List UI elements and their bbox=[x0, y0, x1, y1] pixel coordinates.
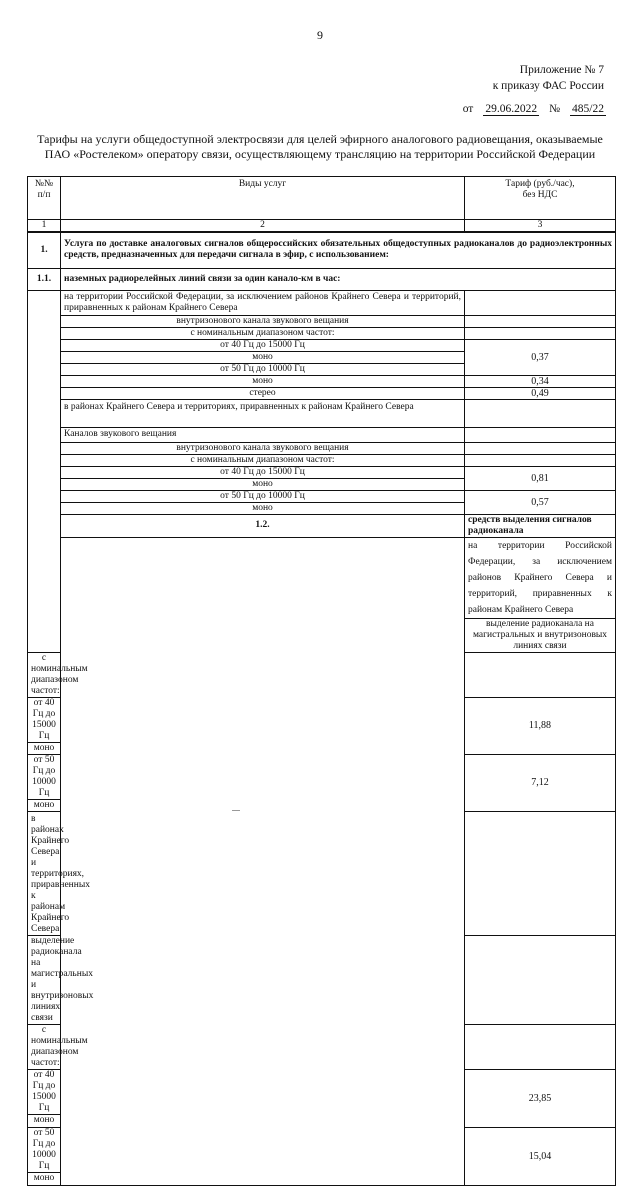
empty-tariff-cell bbox=[465, 427, 616, 442]
mode-mono: моно bbox=[28, 1114, 61, 1127]
empty-tariff-cell bbox=[465, 399, 616, 427]
mode-mono: моно bbox=[61, 502, 465, 514]
empty-tariff-cell bbox=[465, 315, 616, 327]
empty-tariff-cell bbox=[465, 652, 616, 697]
region-normal-text: на территории Российской Федерации, за исключением районов Крайнего Севера и территорий, приравненных к районам Крайнего Севера bbox=[465, 537, 616, 618]
header-num: №№ п/п bbox=[28, 177, 61, 220]
mode-mono: моно bbox=[28, 1172, 61, 1185]
appendix-title: Приложение № 7 bbox=[519, 64, 604, 76]
table-row bbox=[28, 442, 616, 454]
subsection-1-2-text: средств выделения сигналов радиоканала bbox=[465, 514, 616, 537]
header-tariff: Тариф (руб./час), без НДС bbox=[465, 177, 616, 220]
tariff-value: 15,04 bbox=[465, 1127, 616, 1185]
column-number-row bbox=[28, 220, 616, 233]
order-date: 29.06.2022 bbox=[485, 103, 538, 115]
table-row bbox=[28, 327, 616, 339]
section-1-number: 1. bbox=[28, 232, 61, 268]
mode-mono: моно bbox=[61, 375, 465, 387]
frequency-range: от 50 Гц до 10000 Гц bbox=[61, 490, 465, 502]
table-row bbox=[28, 339, 616, 351]
table-row bbox=[28, 537, 616, 618]
subsection-1-1-number: 1.1. bbox=[28, 268, 61, 290]
page-number: 9 bbox=[317, 28, 323, 42]
document-title-line2: ПАО «Ростелеком» оператору связи, осуществляющему трансляцию на территории Российской Федерации bbox=[44, 147, 596, 161]
table-row bbox=[28, 315, 616, 327]
table-row bbox=[28, 466, 616, 478]
order-number: 485/22 bbox=[572, 103, 604, 115]
empty-tariff-cell bbox=[465, 290, 616, 315]
empty-tariff-cell bbox=[465, 935, 616, 1024]
table-row bbox=[28, 399, 616, 427]
document-title-line1: Тарифы на услуги общедоступной электросвязи для целей эфирного аналогового радиовещания, оказываемые bbox=[37, 132, 603, 146]
mode-mono: моно bbox=[28, 742, 61, 754]
mode-mono: моно bbox=[28, 799, 61, 811]
order-prefix: от bbox=[462, 103, 474, 115]
frequency-range: от 40 Гц до 15000 Гц bbox=[28, 1069, 61, 1114]
extraction-text: выделение радиоканала на магистральных и внутризоновых линиях связи bbox=[28, 935, 61, 1024]
frequency-range: от 50 Гц до 10000 Гц bbox=[61, 363, 465, 375]
tariff-table bbox=[27, 176, 616, 1186]
column-number: 2 bbox=[61, 220, 465, 233]
frequency-range: от 50 Гц до 10000 Гц bbox=[28, 1127, 61, 1172]
empty-tariff-cell bbox=[465, 327, 616, 339]
table-row bbox=[28, 387, 616, 399]
frequency-range: от 50 Гц до 10000 Гц bbox=[28, 754, 61, 799]
document-title bbox=[20, 132, 620, 162]
empty-tariff-cell bbox=[465, 454, 616, 466]
tariff-value: 7,12 bbox=[465, 754, 616, 811]
order-line bbox=[463, 103, 606, 116]
mode-mono: моно bbox=[61, 351, 465, 363]
region-north-text: в районах Крайнего Севера и территориях, приравненных к районам Крайнего Севера bbox=[61, 399, 465, 427]
empty-num-cell bbox=[61, 537, 465, 1185]
extraction-text: выделение радиоканала на магистральных и внутризоновых линиях связи bbox=[465, 618, 616, 652]
subsection-1-2-number: 1.2. bbox=[61, 514, 465, 537]
nominal-range-label: с номинальным диапазоном частот: bbox=[61, 454, 465, 466]
intrazone-channel: внутризонового канала звукового вещания bbox=[61, 315, 465, 327]
region-north-text: в районах Крайнего Севера и территориях, приравненных к районам Крайнего Севера bbox=[28, 811, 61, 935]
section-1-text: Услуга по доставке аналоговых сигналов общероссийских обязательных общедоступных радиоканалов до радиоэлектронных средств, предназначенных для передачи сигнала в эфир, с использованием: bbox=[61, 232, 616, 268]
empty-tariff-cell bbox=[465, 442, 616, 454]
tariff-value: 0,34 bbox=[465, 375, 616, 387]
subsection-1-1-row bbox=[28, 268, 616, 290]
table-row bbox=[28, 375, 616, 387]
table-row bbox=[28, 427, 616, 442]
mode-mono: моно bbox=[61, 478, 465, 490]
subsection-1-2-row bbox=[28, 514, 616, 537]
order-no-label: № bbox=[549, 103, 561, 115]
intrazone-channel: внутризонового канала звукового вещания bbox=[61, 442, 465, 454]
section-1-row bbox=[28, 232, 616, 268]
footer-mark bbox=[232, 810, 240, 811]
column-number: 1 bbox=[28, 220, 61, 233]
tariff-value: 23,85 bbox=[465, 1069, 616, 1127]
tariff-value: 0,37 bbox=[465, 339, 616, 375]
header-services: Виды услуг bbox=[61, 177, 465, 220]
table-row bbox=[28, 454, 616, 466]
tariff-value: 11,88 bbox=[465, 697, 616, 754]
frequency-range: от 40 Гц до 15000 Гц bbox=[28, 697, 61, 742]
frequency-range: от 40 Гц до 15000 Гц bbox=[61, 466, 465, 478]
region-normal-text: на территории Российской Федерации, за исключением районов Крайнего Севера и территорий, приравненных к районам Крайнего Севера bbox=[61, 290, 465, 315]
tariff-value: 0,49 bbox=[465, 387, 616, 399]
empty-num-cell bbox=[28, 290, 61, 652]
nominal-range-label: с номинальным диапазоном частот: bbox=[61, 327, 465, 339]
tariff-value: 0,57 bbox=[465, 490, 616, 514]
empty-tariff-cell bbox=[465, 811, 616, 935]
mode-stereo: стерео bbox=[61, 387, 465, 399]
tariff-value: 0,81 bbox=[465, 466, 616, 490]
header-row bbox=[28, 177, 616, 220]
channels-label: Каналов звукового вещания bbox=[61, 427, 465, 442]
frequency-range: от 40 Гц до 15000 Гц bbox=[61, 339, 465, 351]
table-row bbox=[28, 490, 616, 502]
empty-tariff-cell bbox=[465, 1024, 616, 1069]
appendix-order-ref: к приказу ФАС России bbox=[492, 80, 604, 92]
nominal-range-label: с номинальным диапазоном частот: bbox=[28, 1024, 61, 1069]
column-number: 3 bbox=[465, 220, 616, 233]
table-row bbox=[28, 290, 616, 315]
nominal-range-label: с номинальным диапазоном частот: bbox=[28, 652, 61, 697]
subsection-1-1-text: наземных радиорелейных линий связи за один канало-км в час: bbox=[61, 268, 616, 290]
